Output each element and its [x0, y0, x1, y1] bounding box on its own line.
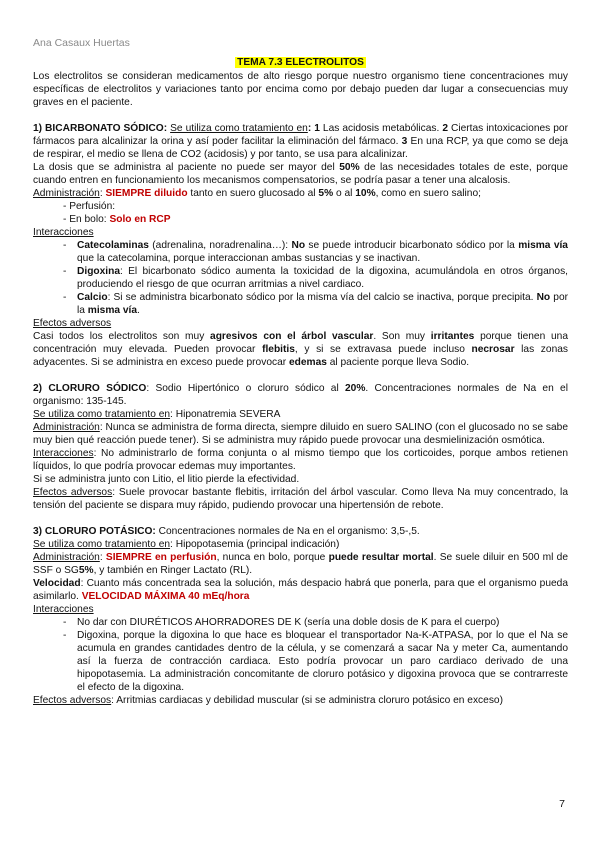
document-title: TEMA 7.3 ELECTROLITOS — [237, 57, 364, 68]
cloruro-potasico-interacciones-label: Interacciones — [33, 604, 94, 615]
section-cloruro-potasico — [33, 525, 568, 707]
list-item: - Digoxina, porque la digoxina lo que hace es bloquear el transportador Na-K-ATPASA, por lo que el Na se acumula en grandes cantidades dentro de la célula, y se comenzará a sacar Na y meter Ca, aumentando así la fuerza de contracción cardiaca. Esto podría provocar un paro cardiaco derivado de una hipopotasemia. La administración concomitante de cloruro potásico y digoxina provoca que se contrarreste el efecto de la digoxina. — [33, 629, 568, 694]
cloruro-potasico-intro: 3) CLORURO POTÁSICO: Concentraciones normales de Na en el organismo: 3,5-,5. — [33, 526, 420, 537]
cloruro-sodico-litio: Si se administra junto con Litio, el litio pierde la efectividad. — [33, 474, 300, 485]
cloruro-potasico-interacciones-list — [33, 616, 568, 694]
bicarbonato-perfusion: - Perfusión: — [63, 201, 116, 212]
list-item: - Digoxina: El bicarbonato sódico aumenta la toxicidad de la digoxina, acumulándola en otros órganos, produciendo el riesgo de que ocurran arritmias a nivel cardiaco. — [33, 265, 568, 291]
cloruro-sodico-admin: Administración: Nunca se administra de forma directa, siempre diluido en suero SALINO (con el glucosado no se sabe muy bien qué reacción puede tener). Si se administra muy rápido puede provocar una desmielinización osmótica. — [33, 422, 568, 446]
bicarbonato-admin: Administración: SIEMPRE diluido tanto en suero glucosado al 5% o al 10%, como en suero salino; — [33, 188, 481, 199]
list-item: - No dar con DIURÉTICOS AHORRADORES DE K (sería una doble dosis de K para el cuerpo) — [33, 616, 568, 629]
bicarbonato-dosis: La dosis que se administra al paciente no puede ser mayor del 50% de las necesidades totales de este, porque cuando entren en funcionamiento los mecanismos compensatorios, se podría pasar a tener una alcalosis. — [33, 162, 568, 186]
bicarbonato-interacciones-label: Interacciones — [33, 227, 94, 238]
bicarbonato-efectos: Casi todos los electrolitos son muy agresivos con el árbol vascular. Son muy irritantes porque tienen una concentración muy elevada. Pueden provocar flebitis, y si se extravasa puede incluso necrosar las zonas adyacentes. Si se administra en exceso puede provocar edemas al paciente porque lleva Sodio. — [33, 331, 568, 368]
cloruro-sodico-uso: Se utiliza como tratamiento en: Hiponatremia SEVERA — [33, 409, 281, 420]
author-header: Ana Casaux Huertas — [33, 37, 130, 49]
bicarbonato-bolo: - En bolo: Solo en RCP — [63, 214, 171, 225]
list-item: - Calcio: Si se administra bicarbonato sódico por la misma vía del calcio se inactiva, porque precipita. No por la misma vía. — [33, 291, 568, 317]
section-cloruro-sodico — [33, 382, 568, 512]
cloruro-sodico-efectos: Efectos adversos: Suele provocar bastante flebitis, irritación del árbol vascular. Como lleva Na muy concentrado, la tensión del paciente se dispara muy rápido, pudiendo provocar una hipertensión de rebote. — [33, 487, 568, 511]
list-item: - Catecolaminas (adrenalina, noradrenalina…): No se puede introducir bicarbonato sódico por la misma vía que la catecolamina, porque interaccionan ambas sustancias y se inactivan. — [33, 239, 568, 265]
page-number: 7 — [559, 798, 565, 810]
cloruro-sodico-intro: 2) CLORURO SÓDICO: Sodio Hipertónico o cloruro sódico al 20%. Concentraciones normales de Na en el organismo: 135-145. — [33, 383, 568, 407]
document-body — [33, 56, 568, 707]
bicarbonato-uso: 1) BICARBONATO SÓDICO: Se utiliza como tratamiento en: 1 Las acidosis metabólicas. 2 Ciertas intoxicaciones por fármacos para alcalinizar la orina y así poder facilitar la eliminación del fármaco. 3 En una RCP, ya que como se deja de respirar, el medio se llena de CO2 (acidosis) y por tanto, se usa para alcalinizar. — [33, 123, 568, 160]
bicarbonato-interacciones-list — [33, 239, 568, 317]
section-bicarbonato — [33, 122, 568, 369]
cloruro-sodico-inter: Interacciones: No administrarlo de forma conjunta o al mismo tiempo que los corticoides, porque ambos retienen líquidos, lo que podría provocar edemas muy importantes. — [33, 448, 568, 472]
intro-paragraph: Los electrolitos se consideran medicamentos de alto riesgo porque nuestro organismo tiene concentraciones muy específicas de electrolitos y variaciones tanto por encima como por debajo pueden dar lugar a consecuencias muy graves en el paciente. — [33, 71, 568, 108]
cloruro-potasico-admin: Administración: SIEMPRE en perfusión, nunca en bolo, porque puede resultar mortal. Se suele diluir en 500 ml de SSF o SG5%, y también en Ringer Lactato (RL). — [33, 552, 568, 576]
bicarbonato-efectos-label: Efectos adversos — [33, 318, 112, 329]
cloruro-potasico-velocidad: Velocidad: Cuanto más concentrada sea la solución, más despacio habrá que ponerla, para que el organismo pueda asimilarlo. VELOCIDAD MÁXIMA 40 mEq/hora — [33, 578, 568, 602]
cloruro-potasico-uso: Se utiliza como tratamiento en: Hipopotasemia (principal indicación) — [33, 539, 340, 550]
cloruro-potasico-efectos: Efectos adversos: Arritmias cardiacas y debilidad muscular (si se administra cloruro potásico en exceso) — [33, 695, 503, 706]
